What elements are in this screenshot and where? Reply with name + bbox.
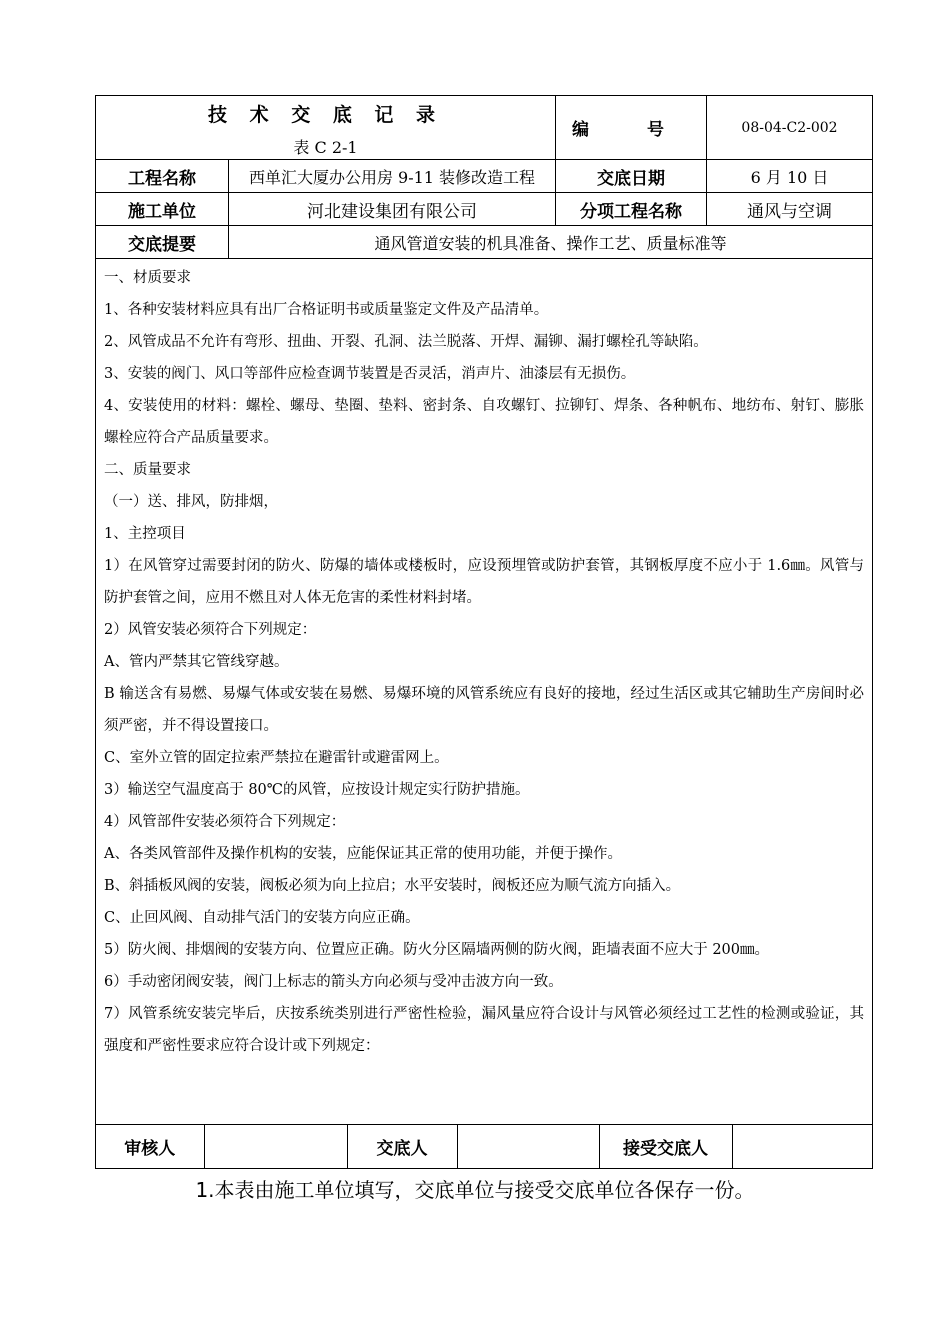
disclosure-date-value: 6 月 10 日 bbox=[707, 160, 873, 193]
form-title: 技 术 交 底 记 录 bbox=[207, 103, 444, 126]
disclosure-date-label: 交底日期 bbox=[556, 160, 707, 193]
title-cell bbox=[96, 96, 556, 160]
discloser-field[interactable] bbox=[457, 1125, 599, 1168]
content-paragraph: 二、质量要求 bbox=[104, 462, 191, 478]
sub-project-label: 分项工程名称 bbox=[556, 193, 707, 226]
content-paragraph: 1）在风管穿过需要封闭的防火、防爆的墙体或楼板时，应设预埋管或防护套管，其钢板厚度不应小于 1.6㎜。风管与防护套管之间，应用不燃且对人体无危害的柔性材料封堵。 bbox=[104, 558, 865, 606]
content-paragraph: 5）防火阀、排烟阀的安装方向、位置应正确。防火分区隔墙两侧的防火阀，距墙表面不应大于 200㎜。 bbox=[104, 942, 770, 958]
technical-disclosure-form bbox=[95, 95, 873, 1169]
project-name-label: 工程名称 bbox=[96, 160, 229, 193]
content-paragraph: B、斜插板风阀的安装，阀板必须为向上拉启；水平安装时，阀板还应为顺气流方向插入。 bbox=[104, 878, 681, 894]
content-paragraph: A、管内严禁其它管线穿越。 bbox=[104, 654, 289, 670]
project-name-value: 西单汇大厦办公用房 9-11 装修改造工程 bbox=[229, 160, 556, 193]
content-paragraph: 4）风管部件安装必须符合下列规定： bbox=[104, 814, 346, 830]
disclosure-content bbox=[96, 259, 872, 1062]
content-paragraph: 2、风管成品不允许有弯形、扭曲、开裂、孔洞、法兰脱落、开焊、漏铆、漏打螺栓孔等缺陷。 bbox=[104, 334, 708, 350]
summary-value: 通风管道安装的机具准备、操作工艺、质量标准等 bbox=[229, 226, 873, 259]
construction-unit-value: 河北建设集团有限公司 bbox=[229, 193, 556, 226]
form-code: 表 C 2-1 bbox=[293, 137, 358, 157]
content-paragraph: 1、各种安装材料应具有出厂合格证明书或质量鉴定文件及产品清单。 bbox=[104, 302, 549, 318]
content-paragraph: 一、材质要求 bbox=[104, 270, 191, 286]
number-value: 08-04-C2-002 bbox=[707, 96, 873, 160]
discloser-label: 交底人 bbox=[347, 1125, 457, 1168]
reviewer-label: 审核人 bbox=[96, 1125, 204, 1168]
content-paragraph: （一）送、排风，防排烟， bbox=[104, 494, 278, 510]
content-paragraph: 2）风管安装必须符合下列规定： bbox=[104, 622, 317, 638]
content-paragraph: A、各类风管部件及操作机构的安装，应能保证其正常的使用功能，并便于操作。 bbox=[104, 846, 622, 862]
content-paragraph: B 输送含有易燃、易爆气体或安装在易燃、易爆环境的风管系统应有良好的接地，经过生活区或其它辅助生产房间时必须严密，并不得设置接口。 bbox=[104, 686, 865, 734]
content-paragraph: 7）风管系统安装完毕后，庆按系统类别进行严密性检验，漏风量应符合设计与风管必须经过工艺性的检测或验证，其强度和严密性要求应符合设计或下列规定： bbox=[104, 1006, 865, 1054]
content-cell bbox=[96, 259, 873, 1125]
reviewer-field[interactable] bbox=[204, 1125, 347, 1168]
signature-table bbox=[96, 1125, 873, 1168]
receiver-label: 接受交底人 bbox=[599, 1125, 732, 1168]
number-label: 编 号 bbox=[556, 96, 707, 160]
construction-unit-label: 施工单位 bbox=[96, 193, 229, 226]
summary-label: 交底提要 bbox=[96, 226, 229, 259]
sub-project-value: 通风与空调 bbox=[707, 193, 873, 226]
footer-note: 1.本表由施工单位填写，交底单位与接受交底单位各保存一份。 bbox=[195, 1178, 755, 1202]
content-paragraph: 4、安装使用的材料：螺栓、螺母、垫圈、垫料、密封条、自攻螺钉、拉铆钉、焊条、各种帆布、地纺布、射钉、膨胀螺栓应符合产品质量要求。 bbox=[104, 398, 865, 446]
content-paragraph: C、室外立管的固定拉索严禁拉在避雷针或避雷网上。 bbox=[104, 750, 449, 766]
content-paragraph: 6）手动密闭阀安装，阀门上标志的箭头方向必须与受冲击波方向一致。 bbox=[104, 974, 563, 990]
signature-row bbox=[96, 1125, 873, 1169]
content-paragraph: 3）输送空气温度高于 80℃的风管，应按设计规定实行防护措施。 bbox=[104, 782, 530, 798]
receiver-field[interactable] bbox=[732, 1125, 873, 1168]
content-paragraph: 3、安装的阀门、风口等部件应检查调节装置是否灵活，消声片、油漆层有无损伤。 bbox=[104, 366, 636, 382]
content-paragraph: C、止回风阀、自动排气活门的安装方向应正确。 bbox=[104, 910, 420, 926]
content-paragraph: 1、主控项目 bbox=[104, 526, 186, 542]
